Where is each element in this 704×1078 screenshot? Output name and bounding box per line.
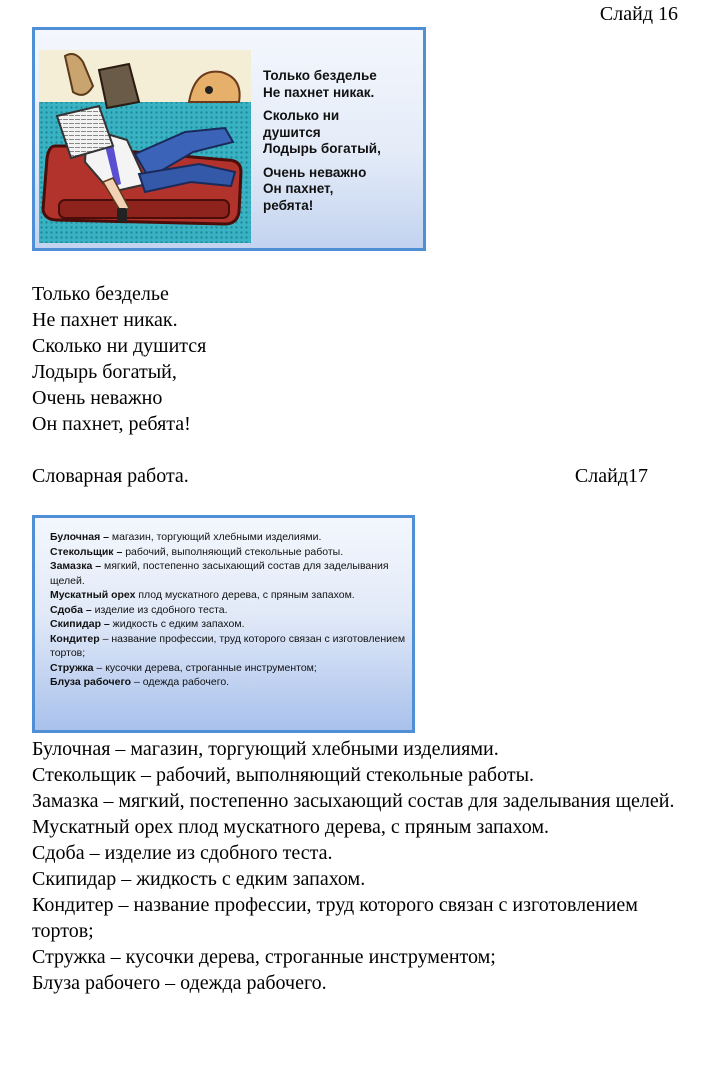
card-term: Булочная –: [50, 531, 109, 543]
vocab-entry: Стекольщик – рабочий, выполняющий стекольные работы.: [32, 764, 535, 786]
card-def: плод мускатного дерева, с пряным запахом.: [135, 589, 355, 601]
card-def: жидкость с едким запахом.: [109, 618, 245, 630]
slide-17-label: Слайд17: [574, 465, 648, 487]
card-term: Кондитер: [50, 632, 100, 645]
card-line: Сколько ни: [263, 108, 340, 123]
slide-16-poem-card: [263, 68, 423, 214]
card-def: мягкий, постепенно засыхающий состав для заделывания щелей.: [50, 560, 389, 587]
poem-text: [32, 281, 206, 437]
card-term: Блуза рабочего: [50, 676, 132, 688]
card-entry: [50, 617, 410, 632]
slide-17-vocab-card: [50, 530, 410, 690]
card-entry: [50, 675, 410, 690]
vocab-entry: Сдоба – изделие из сдобного теста.: [32, 842, 333, 864]
vocab-text: [32, 736, 682, 996]
card-term: Скипидар –: [50, 618, 110, 630]
card-def: магазин, торгующий хлебными изделиями.: [108, 531, 322, 543]
card-entry: [50, 603, 410, 618]
card-def: – название профессии, труд которого связан с изготовлением тортов;: [50, 632, 406, 659]
poem-line: Очень неважно: [32, 387, 163, 409]
poem-line: Не пахнет никак.: [32, 309, 178, 331]
card-entry: [50, 559, 410, 588]
lazy-man-illustration: [39, 50, 251, 243]
card-line: Лодырь богатый,: [263, 141, 381, 156]
poem-line: Сколько ни душится: [32, 335, 207, 357]
card-entry: [50, 588, 410, 603]
vocab-entry: Блуза рабочего – одежда рабочего.: [32, 972, 327, 994]
card-entry: [50, 530, 410, 545]
poem-line: Только безделье: [32, 283, 169, 305]
card-term: Сдоба –: [50, 603, 92, 616]
card-def: – одежда рабочего.: [131, 676, 230, 688]
card-term: Мускатный орех: [50, 589, 136, 601]
card-line: Очень неважно: [263, 164, 367, 180]
card-def: изделие из сдобного теста.: [91, 603, 228, 616]
card-line: душится: [263, 124, 321, 140]
slide-16-image: [32, 27, 426, 251]
card-entry: [50, 632, 410, 661]
vocab-entry: Стружка – кусочки дерева, строганные инструментом;: [32, 946, 496, 968]
vocab-entry: Скипидар – жидкость с едким запахом.: [32, 868, 366, 890]
vocab-heading: Словарная работа.: [32, 465, 189, 487]
slide-17-image: [32, 515, 415, 733]
vocab-entry: Кондитер – название профессии, труд которого связан с изготовлением тортов;: [32, 894, 638, 942]
poem-line: Он пахнет, ребята!: [32, 413, 191, 435]
card-entry: [50, 545, 410, 560]
card-def: – кусочки дерева, строганные инструментом;: [93, 661, 317, 674]
card-line: Он пахнет,: [263, 181, 334, 196]
card-line: ребята!: [263, 197, 314, 213]
card-term: Стекольщик –: [50, 545, 123, 558]
card-def: рабочий, выполняющий стекольные работы.: [122, 545, 344, 558]
card-term: Замазка –: [50, 560, 102, 572]
poem-line: Лодырь богатый,: [32, 361, 177, 383]
card-term: Стружка: [50, 661, 94, 674]
slide-16-label: Слайд 16: [599, 3, 678, 25]
vocab-entry: Булочная – магазин, торгующий хлебными изделиями.: [32, 738, 499, 760]
card-entry: [50, 661, 410, 676]
card-line: Только безделье: [263, 68, 377, 83]
card-line: Не пахнет никак.: [263, 84, 375, 100]
vocab-entry: Мускатный орех плод мускатного дерева, с пряным запахом.: [32, 816, 550, 838]
vocab-entry: Замазка – мягкий, постепенно засыхающий состав для заделывания щелей.: [32, 790, 675, 812]
